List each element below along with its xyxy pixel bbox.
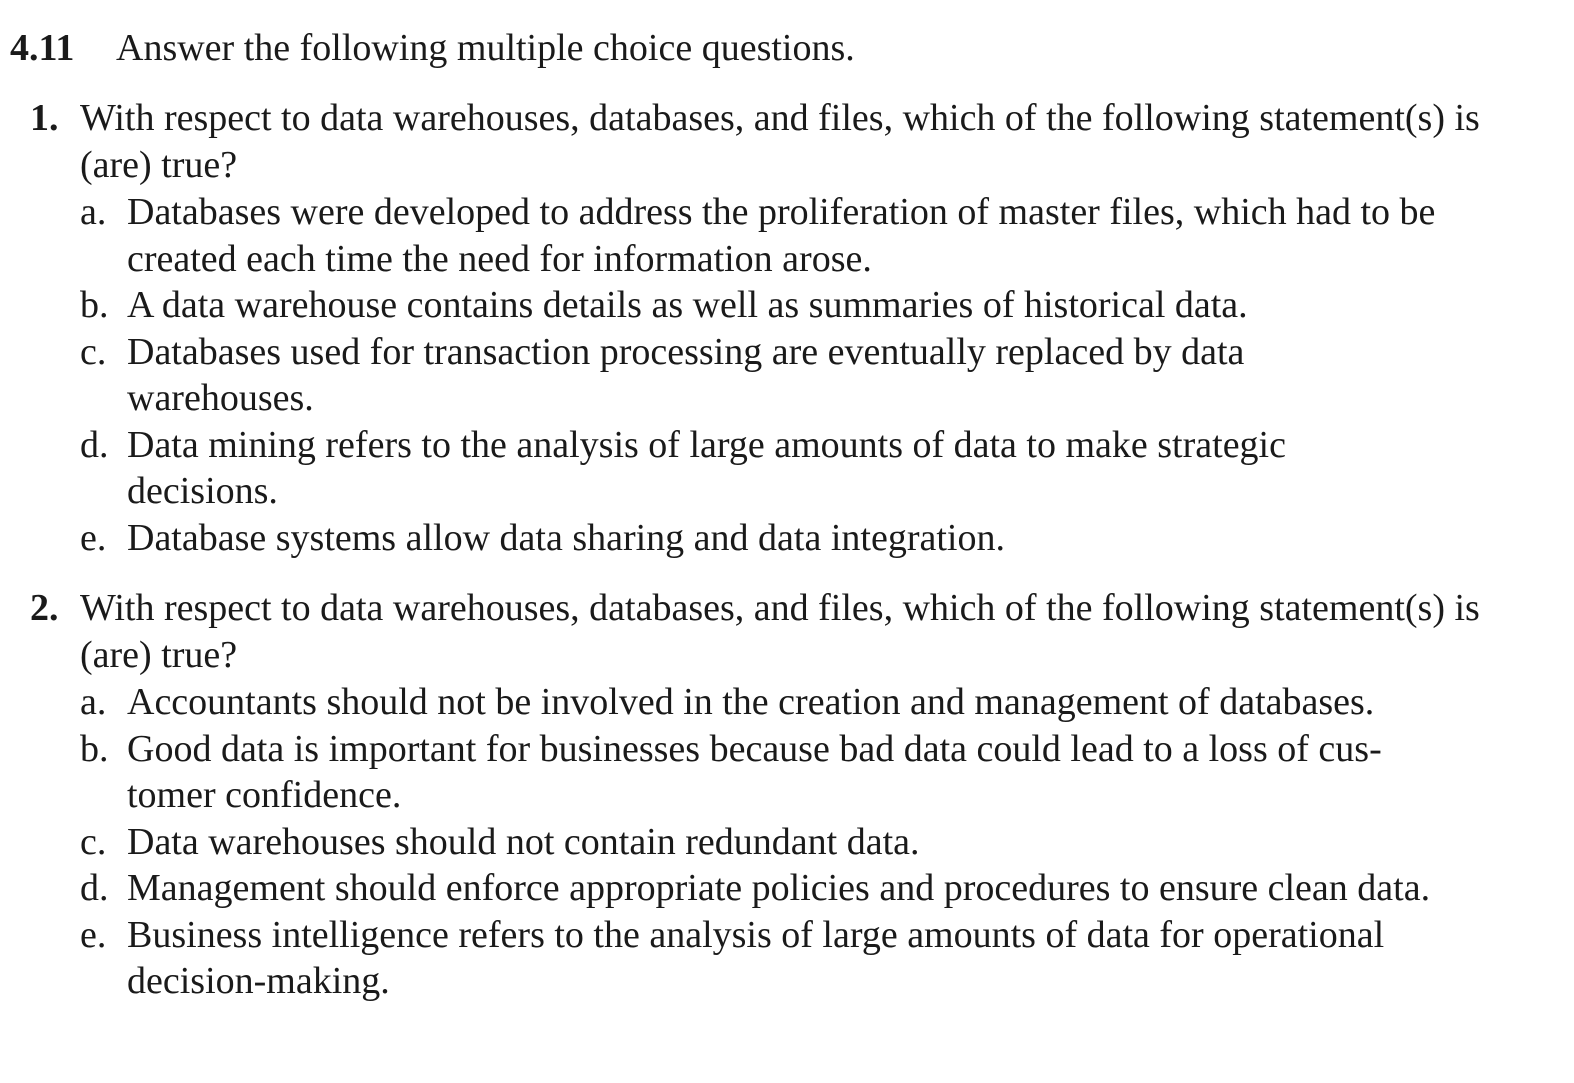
question-number: 1. xyxy=(30,97,59,139)
option-text: Databases used for transaction processing are eventually replaced by data warehouses. xyxy=(127,330,1245,419)
option-letter: b. xyxy=(80,284,109,326)
option-a xyxy=(0,679,1517,726)
question-number: 2. xyxy=(30,587,59,629)
option-e xyxy=(0,912,1517,1005)
option-letter: a. xyxy=(80,191,107,233)
exercise-heading xyxy=(10,24,855,72)
option-letter: e. xyxy=(80,516,107,559)
option-b xyxy=(0,282,1517,329)
option-e xyxy=(0,515,1517,562)
question-1 xyxy=(0,95,1574,561)
option-letter: c. xyxy=(80,330,107,373)
options-list xyxy=(0,189,1574,561)
option-c xyxy=(0,329,1347,422)
question-text: With respect to data warehouses, databases, and files, which of the following statement(s) is (are) true? xyxy=(80,587,1480,676)
option-text: Data warehouses should not contain redundant data. xyxy=(127,820,920,863)
question-stem xyxy=(0,95,1520,189)
option-text: Business intelligence refers to the analysis of large amounts of data for operational decision-making. xyxy=(127,913,1385,1002)
question-text: With respect to data warehouses, databases, and files, which of the following statement(s) is (are) true? xyxy=(80,97,1480,186)
question-2 xyxy=(0,585,1574,1005)
option-a xyxy=(0,189,1517,282)
option-letter: c. xyxy=(80,820,107,863)
option-letter: b. xyxy=(80,727,109,770)
option-c xyxy=(0,819,1517,866)
option-letter: e. xyxy=(80,913,107,956)
option-text: Data mining refers to the analysis of large amounts of data to make strategic decisions. xyxy=(127,423,1286,512)
option-d xyxy=(0,422,1387,515)
option-text: A data warehouse contains details as well as summaries of historical data. xyxy=(127,284,1248,326)
exercise-number: 4.11 xyxy=(10,27,75,69)
option-text: Good data is important for businesses because bad data could lead to a loss of cus-tomer confidence. xyxy=(127,727,1382,816)
option-text: Databases were developed to address the proliferation of master files, which had to be created each time the need for information arose. xyxy=(127,191,1436,280)
option-d xyxy=(0,865,1437,912)
exercise-instruction: Answer the following multiple choice questions. xyxy=(116,27,855,69)
option-b xyxy=(0,726,1457,819)
question-stem xyxy=(0,585,1520,679)
option-letter: a. xyxy=(80,681,107,723)
options-list xyxy=(0,679,1574,1005)
option-letter: d. xyxy=(80,867,109,909)
option-text: Database systems allow data sharing and data integration. xyxy=(127,516,1005,559)
option-text: Management should enforce appropriate policies and procedures to ensure clean data. xyxy=(127,867,1431,909)
option-text: Accountants should not be involved in the creation and management of databases. xyxy=(127,681,1375,723)
option-letter: d. xyxy=(80,423,109,466)
